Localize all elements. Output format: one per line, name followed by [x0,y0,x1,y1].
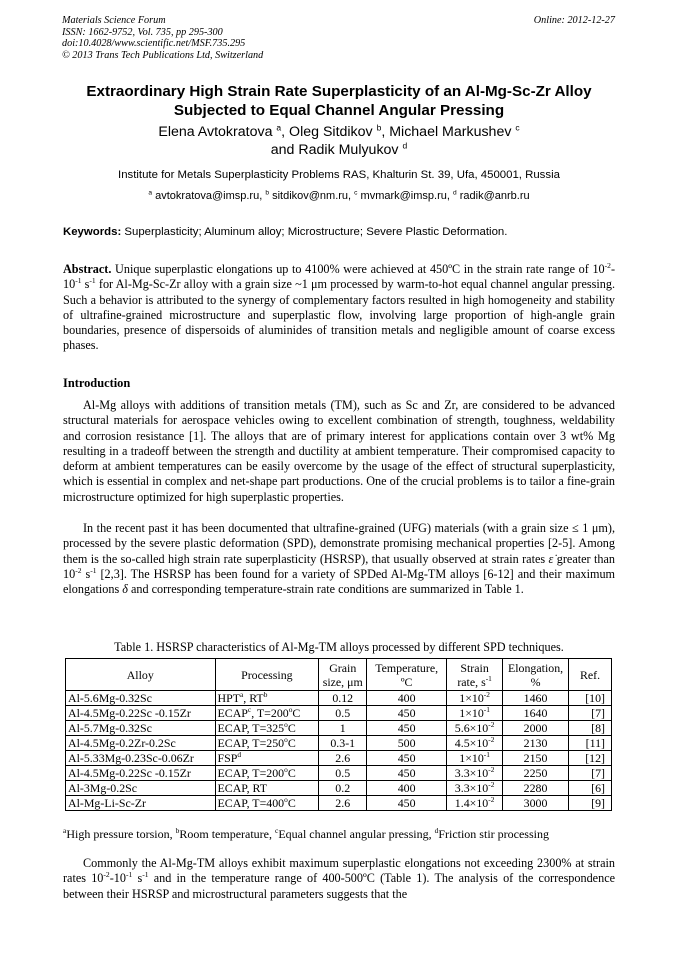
cell-alloy: Al-5.33Mg-0.23Sc-0.06Zr [66,751,216,766]
paragraph-text: and corresponding temperature-strain rate conditions are summarized in Table 1. [130,582,524,597]
table-row [66,766,612,781]
cell-ref: [10] [569,691,612,706]
header-alloy: Alloy [66,659,216,691]
email-sup: c [354,189,358,197]
keywords [63,225,615,239]
author-name: Oleg Sitdikov [289,124,373,140]
cell-strain-rate: $5.6\times 10^{-2}$ [447,721,503,736]
copyright-line: © 2013 Trans Tech Publications Ltd, Switzerland [62,49,264,61]
elongation-symbol: δ [122,582,128,597]
cell-elongation: 2150 [503,751,569,766]
cell-temperature: 450 [367,766,447,781]
cell-elongation: 3000 [503,796,569,811]
cell-alloy: Al-4.5Mg-0.22Sc -0.15Zr [66,766,216,781]
cell-ref: [7] [569,706,612,721]
paragraph-text: In the recent past it has been documented that ultrafine-grained (UFG) materials (with a grain size ≤ 1 μm), processed by the severe plastic deformation (SPD), demonstrate promising mechanical properties [2-5]. Among them is the so-called high strain rate superplasticity (HSRSP), that usually observed at strain rates [63,521,615,566]
author-name: Elena Avtokratova [158,124,273,140]
keywords-text: Superplasticity; Aluminum alloy; Microstructure; Severe Plastic Deformation. [124,226,508,238]
email-address[interactable]: sitdikov@nm.ru, [272,190,352,202]
table-row [66,706,612,721]
cell-temperature: 500 [367,736,447,751]
cell-alloy: Al-5.7Mg-0.32Sc [66,721,216,736]
cell-ref: [12] [569,751,612,766]
cell-grain-size: 2.6 [319,751,367,766]
paragraph-text: and in the temperature range of 400-500ºC (Table 1). The analysis of the correspondence between their HSRSP and microstructural parameters suggests that the [63,871,616,901]
keywords-label: Keywords: [63,226,122,238]
cell-processing: ECAP, $T=325^oC$ [215,721,319,736]
cell-alloy: Al-4.5Mg-0.22Sc -0.15Zr [66,706,216,721]
cell-elongation: 1460 [503,691,569,706]
strain-rate-symbol: ε̇ [548,551,554,566]
cell-temperature: 450 [367,721,447,736]
cell-strain-rate: $3.3\times 10^{-2}$ [447,766,503,781]
author-list: Elena Avtokratova $^a$, Oleg Sitdikov $^b$, Michael Markushev $^c$ and Radik Mulyukov $^d$ [158,122,520,158]
title-line-1: Extraordinary High Strain Rate Superplasticity of an Al-Mg-Sc-Zr Alloy [86,83,592,100]
email-address[interactable]: avtokratova@imsp.ru, [155,190,263,202]
intro-paragraph-1: Al-Mg alloys with additions of transition metals (TM), such as Sc and Zr, are considered to be advanced structural materials for aerospace vehicles owing to excellent combination of strength, toughness, weldability and corrosion resistance [1]. The alloys that are of primary interest for applications contain over 3 wt% Mg resulting in a tradeoff between the strength and ductility at ambient temperature. Their compromised capacity to deform at ambient temperatures can be easily overcome by the usage of the effect of structural superplasticity, which is essential in complex and net-shape part productions. One of the crucial problems is to tailor a fine-grain microstructure optimized for high superplastic properties. [63,398,615,504]
cell-elongation: 2280 [503,781,569,796]
cell-elongation: 2250 [503,766,569,781]
cell-ref: [9] [569,796,612,811]
paragraph-text: Commonly the Al-Mg-TM alloys exhibit maximum superplastic elongations not exceeding 2300% at strain rates 10 [63,856,615,886]
superscript: -1 [89,276,96,286]
table-row [66,691,612,706]
table-row [66,736,612,751]
cell-grain-size: 0.2 [319,781,367,796]
doi-line: doi:10.4028/www.scientific.net/MSF.735.295 [62,38,246,49]
header-temperature: Temperature, ºC [367,659,447,691]
superscript: -1 [90,565,97,575]
author-sup: a [276,122,282,133]
paragraph-text: -10 [109,871,126,886]
paragraph-text: greater than 10 [63,551,616,581]
header-grain-size: Grain size, μm [319,659,367,691]
cell-ref: [6] [569,781,612,796]
paper-title [40,82,638,120]
cell-temperature: 450 [367,796,447,811]
cell-strain-rate: $4.5\times 10^{-2}$ [447,736,503,751]
cell-ref: [8] [569,721,612,736]
author-conjunction: and [270,142,295,158]
email-address[interactable]: radik@anrb.ru [459,190,530,202]
footnote-text: Room temperature, [179,827,272,841]
cell-elongation: 2130 [503,736,569,751]
header-elongation: Elongation, % [503,659,569,691]
journal-name: Materials Science Forum [62,15,166,26]
superscript: -2 [604,260,611,270]
superscript: -2 [75,565,82,575]
cell-processing: HPT$^a$, $RT^b$ [215,691,319,706]
hsrsp-table [65,658,612,811]
author-emails [40,189,638,203]
paragraph-text: [2,3]. The HSRSP has been found for a variety of SPDed Al-Mg-TM alloys [6-12] and their maximum elongations [63,566,616,597]
cell-temperature: 400 [367,691,447,706]
author-sup: d [402,140,408,151]
cell-grain-size: 0.12 [319,691,367,706]
cell-strain-rate: $1\times 10^{-1}$ [447,751,503,766]
email-sup: a [148,189,153,197]
intro-paragraph-2 [63,521,615,597]
author-name: Radik Mulyukov [298,142,399,158]
abstract [63,262,615,354]
cell-alloy: Al-Mg-Li-Sc-Zr [66,796,216,811]
title-line-2: Subjected to Equal Channel Angular Pressing [173,102,505,119]
cell-strain-rate: $1\times 10^{-1}$ [447,706,503,721]
cell-grain-size: 0.5 [319,706,367,721]
abstract-text: -10 [63,262,616,292]
cell-grain-size: 1 [319,721,367,736]
cell-alloy: Al-4.5Mg-0.2Zr-0.2Sc [66,736,216,751]
issn-line: ISSN: 1662-9752, Vol. 735, pp 295-300 [62,26,223,38]
cell-processing: ECAP$^c$, $T=200^oC$ [215,706,319,721]
superscript: -1 [125,870,133,880]
abstract-label: Abstract. [63,262,112,276]
cell-grain-size: 0.3-1 [319,736,367,751]
email-sup: b [265,189,270,197]
cell-processing: ECAP, $T=400^oC$ [215,796,319,811]
footnote-text: Friction stir processing [438,827,549,841]
affiliation: Institute for Metals Superplasticity Problems RAS, Khalturin St. 39, Ufa, 450001, Russia [118,169,560,181]
table-row [66,721,612,736]
cell-temperature: 400 [367,781,447,796]
cell-ref: [11] [569,736,612,751]
header-ref: Ref. [569,659,612,691]
cell-processing: ECAP, $T=200^oC$ [215,766,319,781]
cell-processing: ECAP, $T=250^oC$ [215,736,319,751]
cell-strain-rate: $1.4\times 10^{-2}$ [447,796,503,811]
publication-info [62,15,263,61]
header-processing: Processing [215,659,319,691]
table-row [66,751,612,766]
footnote-text: Equal channel angular pressing, [278,827,432,841]
table-header-row [66,659,612,691]
paragraph-text: s [137,871,143,886]
section-heading: Introduction [63,376,131,390]
cell-processing: ECAP, RT [215,781,319,796]
cell-grain-size: 2.6 [319,796,367,811]
closing-paragraph [63,856,615,902]
paragraph-text: s [85,566,91,581]
table-row [66,781,612,796]
superscript: -2 [103,870,110,880]
online-date: Online: 2012-12-27 [533,15,615,26]
email-address[interactable]: mvmark@imsp.ru, [360,190,450,202]
table-row [66,796,612,811]
cell-strain-rate: $3.3\times 10^{-2}$ [447,781,503,796]
cell-elongation: 1640 [503,706,569,721]
author-sup: b [376,122,382,133]
abstract-text: for Al-Mg-Sc-Zr alloy with a grain size ~1 μm processed by warm-to-hot equal channel angular pressing. Such a behavior is attributed to the synergy of complementary factors resulted in high homogeneity and stability of ultrafine-grained microstructure and superplastic flow, involving large proportion of high-angle grain boundaries, presence of dispersoids of aluminides of transition metals and negligible amount of coarse excess phases. [63,277,615,353]
cell-alloy: Al-5.6Mg-0.32Sc [66,691,216,706]
author-sup: c [515,122,520,133]
cell-grain-size: 0.5 [319,766,367,781]
cell-elongation: 2000 [503,721,569,736]
abstract-text: Unique superplastic elongations up to 4100% were achieved at 450ºC in the strain rate range of 10 [115,262,605,276]
cell-alloy: Al-3Mg-0.2Sc [66,781,216,796]
superscript: -1 [75,276,82,286]
email-sup: d [453,189,457,197]
table-footnote: $^a$High pressure torsion, $^b$Room temperature, $^c$Equal channel angular pressing, $^d$Friction stir processing [63,826,549,841]
header-strain-rate: Strain rate, $s^{-1}$ [447,659,503,691]
cell-processing: FSP$^d$ [215,751,319,766]
cell-temperature: 450 [367,706,447,721]
author-name: Michael Markushev [389,124,512,140]
cell-temperature: 450 [367,751,447,766]
cell-strain-rate: $1\times 10^{-2}$ [447,691,503,706]
table-caption: Table 1. HSRSP characteristics of Al-Mg-TM alloys processed by different SPD techniques. [114,640,564,654]
cell-ref: [7] [569,766,612,781]
footnote-text: High pressure torsion, [66,827,173,841]
superscript: -1 [142,870,149,880]
abstract-text: s [84,277,90,292]
